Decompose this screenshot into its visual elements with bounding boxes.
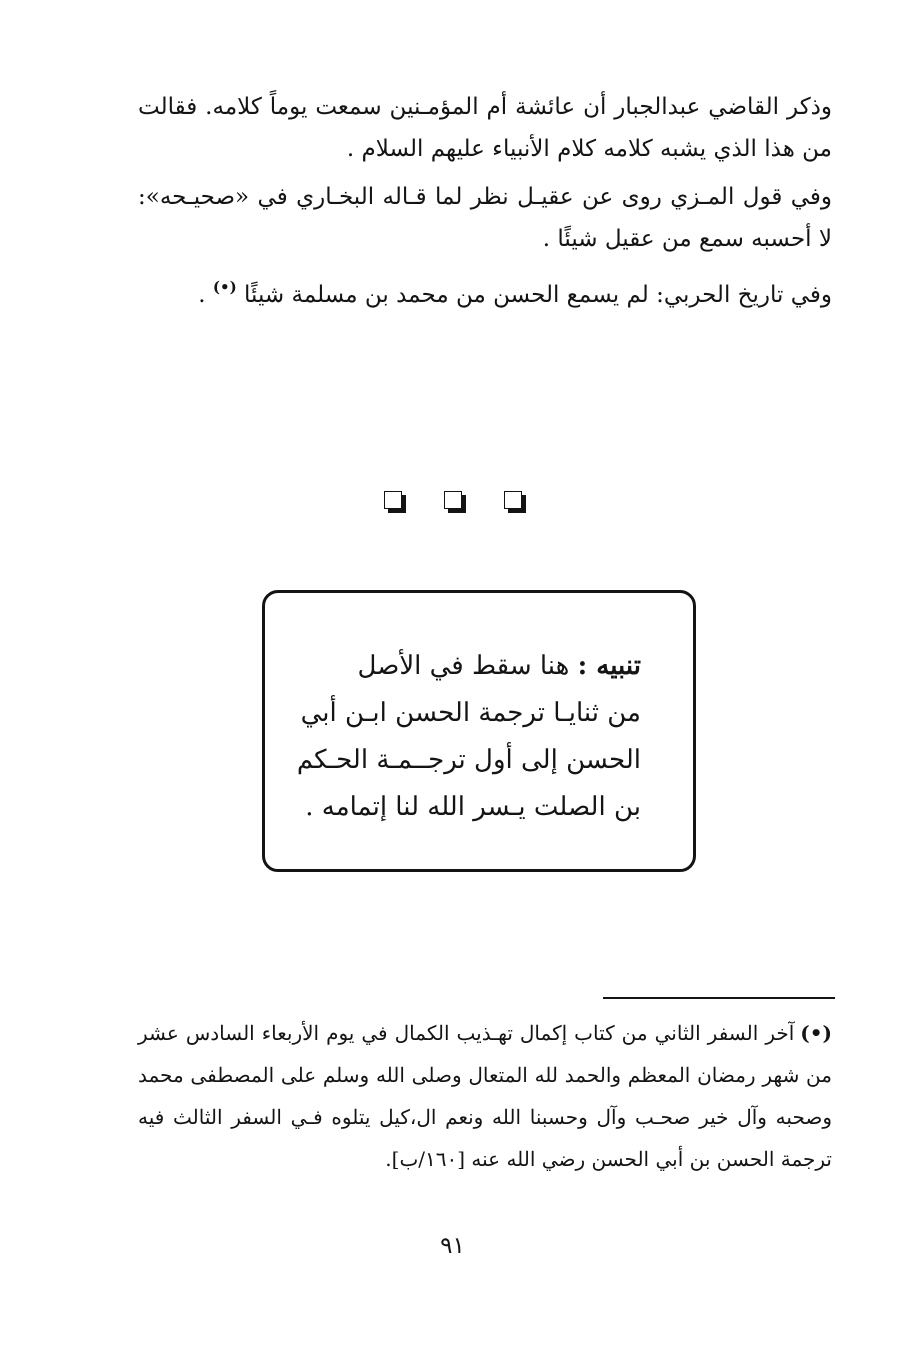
- footnote-reference: (•): [212, 278, 237, 296]
- paragraph-3: [138, 266, 832, 316]
- footnote-divider: [603, 997, 835, 999]
- notice-box: [262, 590, 696, 872]
- notice-line-2: من ثنايـا ترجمة الحسن ابـن أبي: [300, 698, 641, 728]
- paragraph-1: وذكر القاضي عبدالجبار أن عائشة أم المؤمـنين سمعت يوماً كلامه. فقالت من هذا الذي يشبه كلامه كلام الأنبياء عليهم السلام .: [138, 94, 832, 162]
- footnote: [138, 1012, 832, 1180]
- paragraph-3-text: وفي تاريخ الحربي: لم يسمع الحسن من محمد بن مسلمة شيئًا: [244, 282, 832, 308]
- section-separator: [0, 488, 905, 518]
- notice-line-4: بن الصلت يـسر الله لنا إتمامه .: [305, 792, 641, 822]
- notice-line-1-text: هنا سقط في الأصل: [357, 651, 570, 681]
- notice-text: [296, 643, 641, 831]
- footnote-text: آخر السفر الثاني من كتاب إكمال تهـذيب الكمال في يوم الأربعاء السادس عشر من شهر رمضان المعظم والحمد لله المتعال وصلى الله وسلم على المصطفى محمد وصحبه وآل خير صحـب وآل وحسبنا الله ونعم ال،كيل يتلوه فـي السفر الثالث فيه ترجمة الحسن بن أبي الحسن رضي الله عنه [١٦٠/ب].: [138, 1021, 832, 1171]
- separator-square-icon: [504, 491, 522, 509]
- page-number: ٩١: [440, 1233, 465, 1259]
- paragraph-2: وفي قول المـزي روى عن عقيـل نظر لما قـاله البخـاري في «صحيـحه»: لا أحسبه سمع من عقيل شيئًا .: [138, 184, 832, 252]
- notice-line-3: الحسن إلى أول ترجــمـة الحـكم: [296, 745, 641, 775]
- separator-square-icon: [384, 491, 402, 509]
- notice-title: تنبيه :: [577, 651, 641, 681]
- footnote-paragraph: [138, 1012, 832, 1180]
- main-text: [138, 86, 832, 316]
- footnote-marker: (•): [800, 1021, 832, 1045]
- separator-square-icon: [444, 491, 462, 509]
- paragraph-3-end: .: [198, 282, 213, 308]
- notice-line-1: [315, 643, 641, 690]
